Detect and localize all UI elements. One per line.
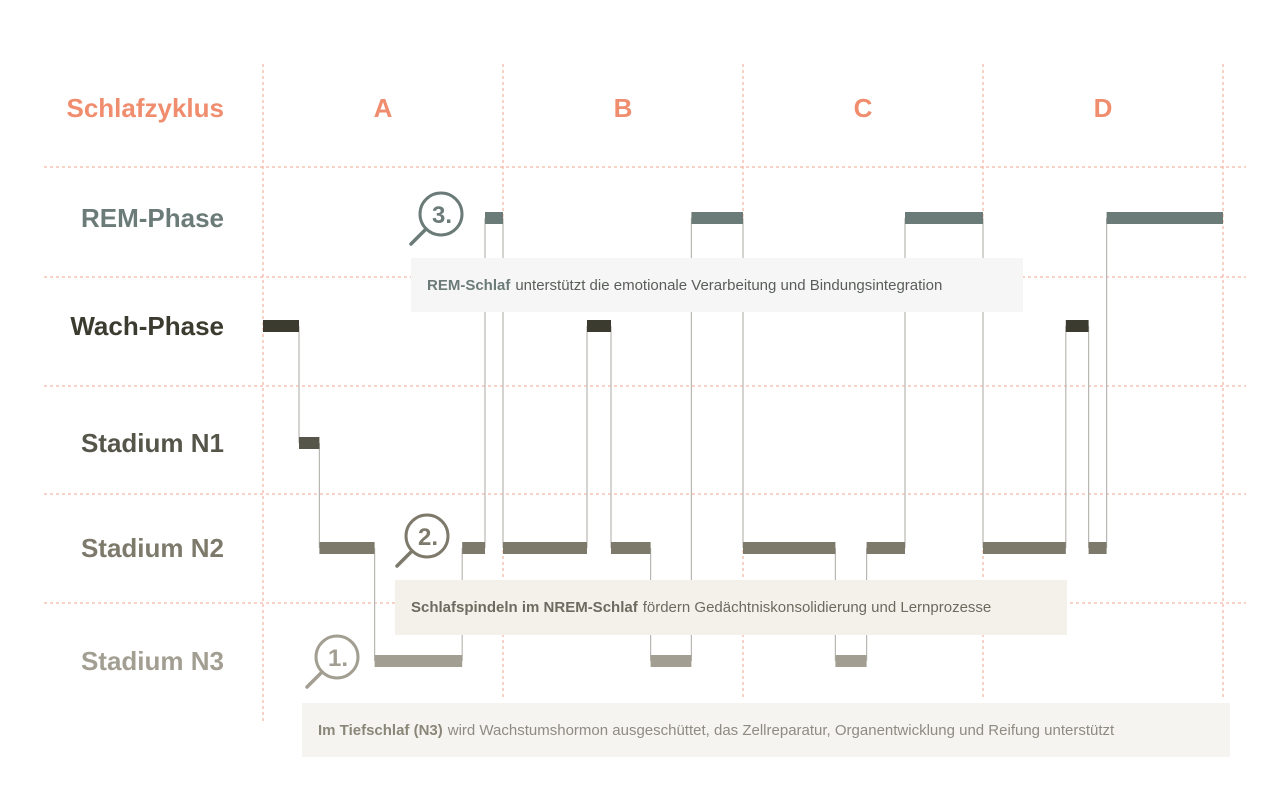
cycle-header-b: B [613, 93, 633, 123]
note-n2-text: fördern Gedächtniskonsolidierung und Lernprozesse [642, 599, 992, 616]
note-n2-bold: Schlafspindeln im NREM-Schlaf [411, 599, 638, 616]
magnifier-handle-n2 [397, 551, 412, 566]
stage-bar-rem-6 [485, 212, 503, 224]
stage-bar-n2-5 [462, 542, 485, 554]
stage-bar-n1-2 [299, 437, 319, 449]
stage-label-wach: Wach-Phase [70, 311, 224, 341]
note-n3-bold: Im Tiefschlaf (N3) [318, 721, 443, 739]
stage-label-rem: REM-Phase [80, 203, 224, 233]
stage-bar-n3-10 [651, 655, 692, 667]
stage-bar-n3-4 [375, 655, 463, 667]
stage-bar-n2-16 [983, 542, 1066, 554]
magnifier-number-rem: 3. [431, 202, 453, 229]
magnifier-handle-n3 [307, 672, 322, 687]
stage-bar-wach-8 [587, 320, 611, 332]
stage-bar-n2-3 [319, 542, 374, 554]
stage-bar-rem-11 [691, 212, 743, 224]
stage-bar-wach-17 [1066, 320, 1089, 332]
note-rem [411, 258, 1023, 312]
stage-bar-n2-9 [611, 542, 651, 554]
stage-label-n1: Stadium N1 [80, 428, 224, 458]
note-rem-text: unterstützt die emotionale Verarbeitung und Bindungsintegration [515, 276, 943, 294]
note-n2 [395, 580, 1067, 635]
stage-label-n3: Stadium N3 [80, 646, 224, 676]
note-n3 [302, 703, 1230, 757]
stage-bar-n2-7 [503, 542, 587, 554]
cycle-header-d: D [1093, 93, 1113, 123]
cycle-header-a: A [373, 93, 393, 123]
stage-bar-rem-15 [905, 212, 983, 224]
note-n3-text: wird Wachstumshormon ausgeschüttet, das Zellreparatur, Organentwicklung und Reifung unterstützt [447, 721, 1115, 739]
diagram-title: Schlafzyklus [66, 93, 224, 123]
stage-bar-wach-1 [263, 320, 299, 332]
stage-label-n2: Stadium N2 [80, 533, 224, 563]
stage-bar-rem-19 [1107, 212, 1223, 224]
note-rem-bold: REM-Schlaf [427, 276, 511, 294]
cycle-header-c: C [853, 93, 873, 123]
stage-bar-n2-18 [1089, 542, 1107, 554]
magnifier-number-n3: 1. [327, 645, 349, 672]
magnifier-handle-rem [411, 229, 426, 244]
stage-bar-n3-13 [835, 655, 866, 667]
stage-bar-n2-14 [867, 542, 905, 554]
stage-bar-n2-12 [743, 542, 835, 554]
magnifier-number-n2: 2. [417, 524, 439, 551]
